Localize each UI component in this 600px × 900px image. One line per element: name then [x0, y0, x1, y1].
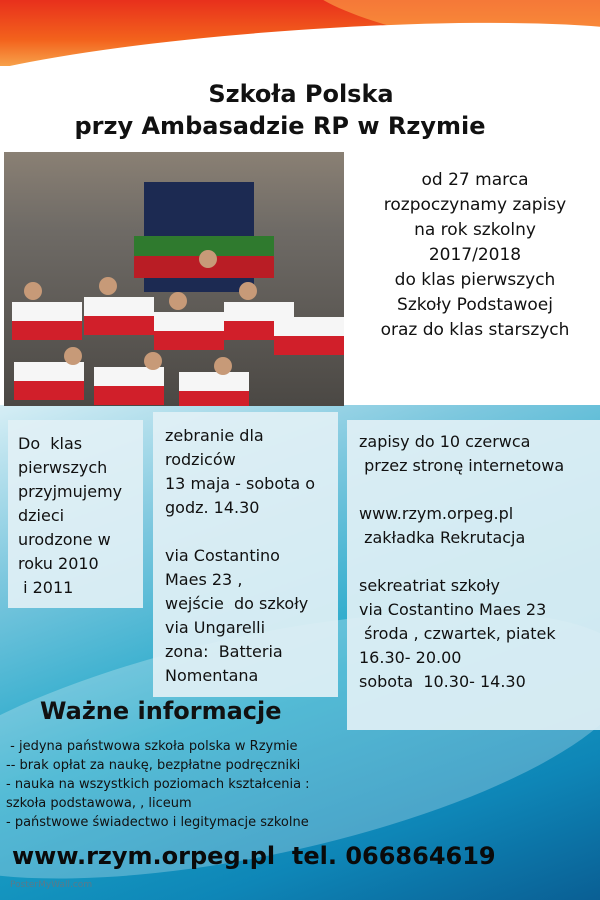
intro-line: rozpoczynamy zapisy	[383, 195, 567, 215]
box-line: sobota 10.30- 14.30	[359, 672, 526, 691]
box-line: via Ungarelli	[165, 618, 266, 637]
box-line: dzieci	[18, 506, 65, 525]
polish-flag	[84, 297, 154, 335]
child	[64, 347, 82, 365]
list-item: - jedyna państwowa szkoła polska w Rzymie	[6, 739, 298, 754]
box-line: zakładka Rekrutacja	[359, 528, 526, 547]
box-line: pierwszych	[18, 458, 108, 477]
intro-line: Szkoły Podstawoej	[397, 295, 553, 315]
watermark: PosterMyWall.com	[10, 880, 93, 890]
box-line: urodzone w	[18, 530, 111, 549]
intro-line: oraz do klas starszych	[380, 320, 570, 340]
first-grade-info-box	[8, 420, 143, 608]
enrollment-announcement	[355, 168, 595, 343]
poster-title: Szkoła Polska	[208, 80, 394, 108]
intro-line: do klas pierwszych	[394, 270, 556, 290]
list-item: - nauka na wszystkich poziomach kształcenia :	[6, 777, 310, 792]
box-line: 13 maja - sobota o	[165, 474, 316, 493]
footer-contact[interactable]: www.rzym.orpeg.pl tel. 066864619	[12, 842, 496, 870]
child	[24, 282, 42, 300]
parent-meeting-box	[153, 412, 338, 697]
box-line: zapisy do 10 czerwca	[359, 432, 531, 451]
child	[214, 357, 232, 375]
box-line: via Costantino	[165, 546, 280, 565]
box-line: roku 2010	[18, 554, 99, 573]
child	[144, 352, 162, 370]
box-line: przez stronę internetowa	[359, 456, 565, 475]
child	[239, 282, 257, 300]
registration-info-box	[347, 420, 600, 730]
box-line: środa , czwartek, piatek	[359, 624, 556, 643]
box-line: Maes 23 ,	[165, 570, 243, 589]
box-line: zona: Batteria	[165, 642, 283, 661]
box-line: przyjmujemy	[18, 482, 123, 501]
poster-subtitle: przy Ambasadzie RP w Rzymie	[74, 112, 486, 140]
box-line: i 2011	[18, 578, 74, 597]
box-line: via Costantino Maes 23	[359, 600, 547, 619]
box-line: wejście do szkoły	[165, 594, 309, 613]
polish-flag	[179, 372, 249, 406]
polish-flag	[14, 362, 84, 400]
box-line	[359, 478, 594, 502]
box-line: Nomentana	[165, 666, 259, 685]
box-line: rodziców	[165, 450, 236, 469]
box-line: godz. 14.30	[165, 498, 260, 517]
box-line	[165, 520, 328, 544]
important-info-list	[6, 737, 356, 832]
child	[169, 292, 187, 310]
polish-flag	[94, 367, 164, 405]
list-item: - państwowe świadectwo i legitymacje szkolne	[6, 815, 309, 830]
box-line: Do klas	[18, 434, 83, 453]
important-info-heading: Ważne informacje	[40, 697, 282, 725]
box-line: 16.30- 20.00	[359, 648, 462, 667]
box-line	[359, 550, 594, 574]
intro-line: od 27 marca	[421, 170, 529, 190]
list-item: szkoła podstawowa, , liceum	[6, 796, 192, 811]
polish-flag	[154, 312, 224, 350]
box-line: sekreatriat szkoły	[359, 576, 501, 595]
intro-line: na rok szkolny	[414, 220, 536, 240]
box-line: zebranie dla	[165, 426, 264, 445]
polish-flag	[274, 317, 344, 355]
top-decorative-band	[0, 0, 600, 66]
intro-line: 2017/2018	[428, 245, 522, 265]
child	[199, 250, 217, 268]
polish-flag	[12, 302, 82, 340]
school-event-photo	[4, 152, 344, 406]
list-item: -- brak opłat za naukę, bezpłatne podręczniki	[6, 758, 301, 773]
child	[99, 277, 117, 295]
website-link[interactable]: www.rzym.orpeg.pl	[359, 504, 514, 523]
